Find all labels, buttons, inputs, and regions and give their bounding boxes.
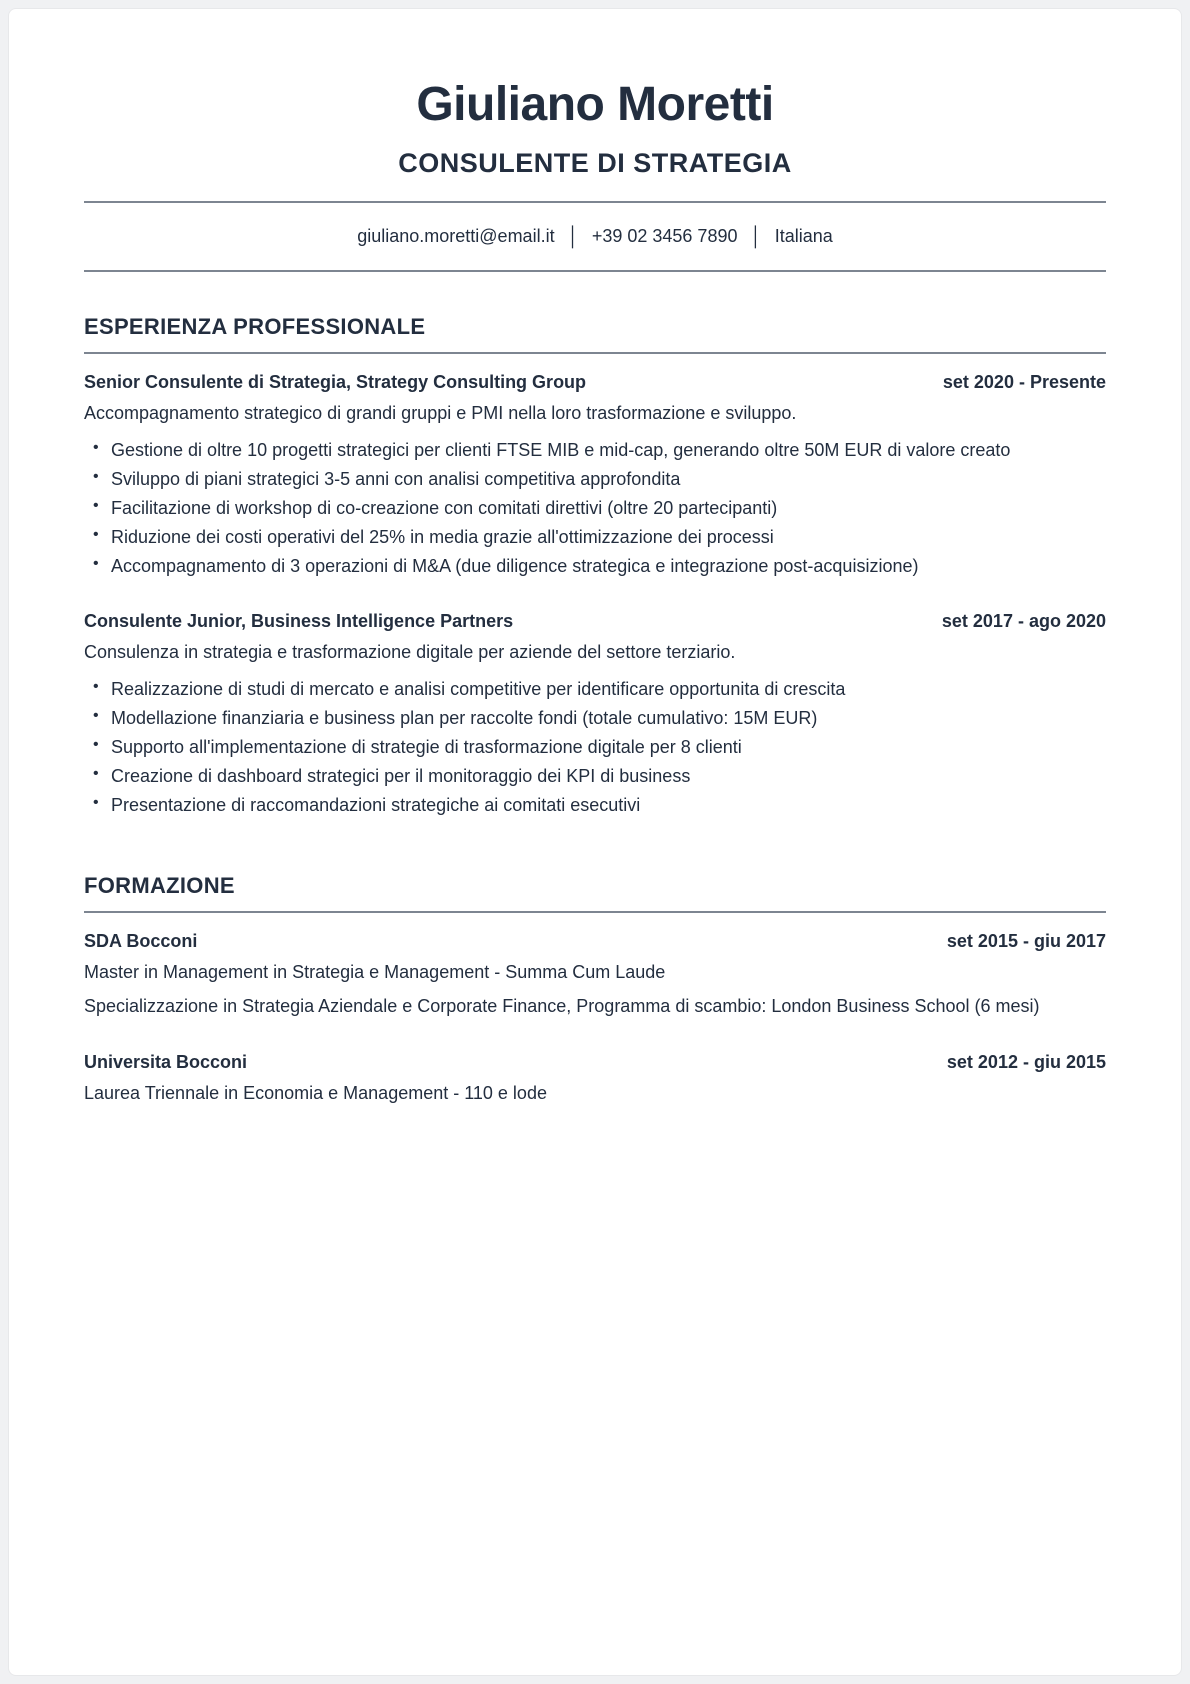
education-school: Universita Bocconi — [84, 1052, 248, 1073]
contact-line — [84, 203, 1106, 270]
experience-section-heading: ESPERIENZA PROFESSIONALE — [84, 314, 426, 340]
bullet-item: • Supporto all'implementazione di strategie di trasformazione digitale per 8 clienti — [84, 733, 1106, 762]
bullet-item: • Modellazione finanziaria e business plan per raccolte fondi (totale cumulativo: 15M EUR) — [84, 704, 1106, 733]
bullet-item: • Presentazione di raccomandazioni strategiche ai comitati esecutivi — [84, 791, 1106, 820]
header-divider-bottom — [84, 270, 1106, 272]
job-summary: Accompagnamento strategico di grandi gruppi e PMI nella loro trasformazione e sviluppo. — [84, 403, 797, 424]
education-school: SDA Bocconi — [84, 931, 198, 952]
bullet-item: • Accompagnamento di 3 operazioni di M&A (due diligence strategica e integrazione post-acquisizione) — [84, 552, 1106, 581]
education-details: Specializzazione in Strategia Aziendale e Corporate Finance, Programma di scambio: London Business School (6 mesi) — [84, 996, 1040, 1017]
experience-section-divider — [84, 352, 1106, 354]
job-summary: Consulenza in strategia e trasformazione digitale per aziende del settore terziario. — [84, 642, 736, 663]
education-degree: Master in Management in Strategia e Management - Summa Cum Laude — [84, 962, 666, 983]
education-header-row — [84, 928, 1106, 954]
education-section-heading: FORMAZIONE — [84, 873, 235, 899]
education-dates: set 2015 - giu 2017 — [946, 931, 1106, 952]
resume-page — [8, 8, 1182, 1676]
job-bullet-list — [84, 436, 1106, 580]
bullet-item: • Gestione di oltre 10 progetti strategici per clienti FTSE MIB e mid-cap, generando oltre 50M EUR di valore creato — [84, 436, 1106, 465]
bullet-item: • Creazione di dashboard strategici per il monitoraggio dei KPI di business — [84, 762, 1106, 791]
job-header-row — [84, 608, 1106, 634]
job-bullet-list — [84, 675, 1106, 819]
resume-header — [84, 77, 1106, 272]
education-entry — [84, 928, 1106, 1021]
job-header-row — [84, 369, 1106, 395]
education-degree: Laurea Triennale in Economia e Management - 110 e lode — [84, 1083, 547, 1104]
candidate-name: Giuliano Moretti — [416, 78, 774, 131]
job-title: Consulente Junior, Business Intelligence Partners — [84, 611, 514, 632]
contact-separator: │ — [567, 225, 579, 247]
education-dates: set 2012 - giu 2015 — [946, 1052, 1106, 1073]
job-entry — [84, 369, 1106, 580]
bullet-item: • Riduzione dei costi operativi del 25% in media grazie all'ottimizzazione dei processi — [84, 523, 1106, 552]
education-section — [84, 873, 1106, 1108]
contact-email: giuliano.moretti@email.it — [357, 226, 555, 247]
education-entry — [84, 1049, 1106, 1108]
resume-content — [9, 9, 1181, 1108]
education-header-row — [84, 1049, 1106, 1075]
job-entry — [84, 608, 1106, 819]
experience-section — [84, 314, 1106, 819]
education-section-divider — [84, 911, 1106, 913]
job-dates: set 2020 - Presente — [942, 372, 1106, 393]
contact-separator: │ — [750, 225, 762, 247]
job-title: Senior Consulente di Strategia, Strategy Consulting Group — [84, 372, 587, 393]
contact-nationality: Italiana — [774, 226, 833, 247]
bullet-item: • Realizzazione di studi di mercato e analisi competitive per identificare opportunita di crescita — [84, 675, 1106, 704]
bullet-item: • Facilitazione di workshop di co-creazione con comitati direttivi (oltre 20 partecipanti) — [84, 494, 1106, 523]
contact-phone: +39 02 3456 7890 — [591, 226, 738, 247]
bullet-item: • Sviluppo di piani strategici 3-5 anni con analisi competitiva approfondita — [84, 465, 1106, 494]
candidate-job-title: CONSULENTE DI STRATEGIA — [398, 148, 792, 179]
job-dates: set 2017 - ago 2020 — [941, 611, 1106, 632]
